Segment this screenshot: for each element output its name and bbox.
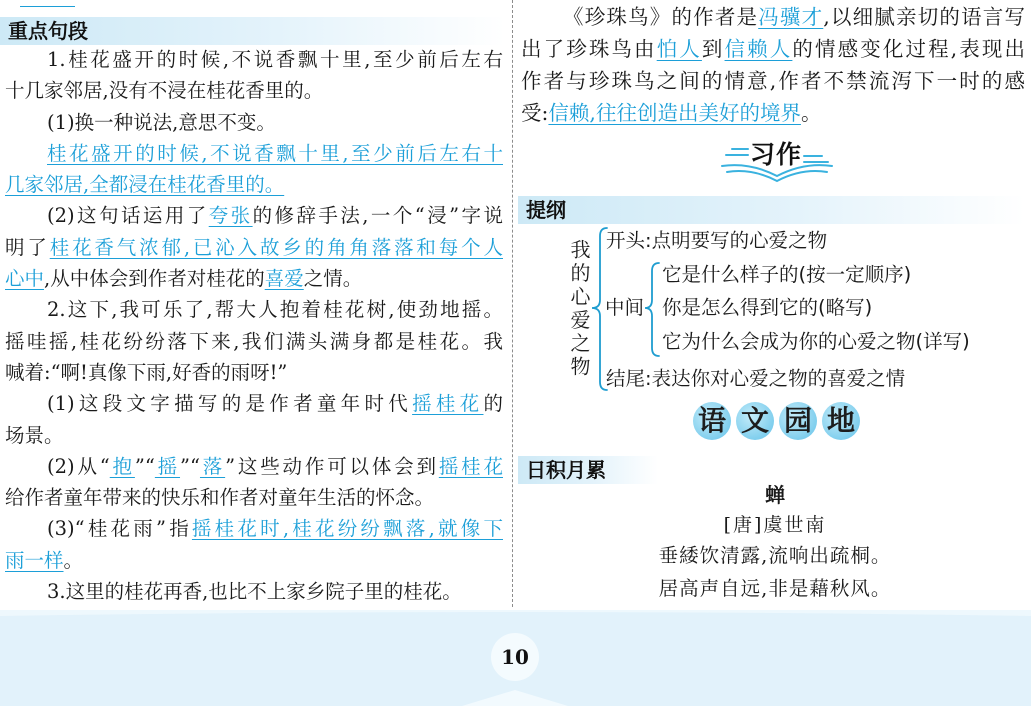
- answer-text: 摇桂花: [412, 392, 484, 416]
- question-text: 的: [483, 392, 503, 416]
- summary-line: [521, 1, 1025, 33]
- poem-author: [唐]虞世南: [723, 514, 827, 536]
- question-line: [5, 513, 503, 544]
- question-text: 场景。: [5, 423, 64, 447]
- question-text: 的修辞手法,一个“浸”字说: [252, 204, 503, 228]
- question-line: [5, 420, 503, 451]
- answer-text: 雨一样: [5, 548, 64, 572]
- answer-text: 喜爱: [264, 267, 304, 291]
- question-line: [5, 482, 503, 513]
- question-text: ”这些动作可以体会到: [225, 454, 439, 478]
- reading-summary: [521, 1, 1025, 129]
- passage-line: [5, 294, 503, 325]
- answer-text: 信赖,往往创造出美好的境界: [548, 101, 801, 125]
- garden-title-char: 地: [822, 402, 860, 440]
- outline-middle-item: 它是什么样子的(按一定顺序): [662, 263, 912, 286]
- passage-line: [5, 44, 503, 75]
- outline-subject: 我的心爱之物: [567, 239, 591, 380]
- question-text: 明了: [5, 235, 50, 259]
- clipped-answer-underline: [20, 0, 75, 7]
- question-text: (2)从“: [47, 454, 110, 478]
- outline-opening: 开头:点明要写的心爱之物: [606, 229, 828, 252]
- answer-text: 摇桂花: [438, 454, 503, 478]
- summary-text: 《珍珠鸟》的作者是: [563, 5, 759, 29]
- key-passages: [5, 44, 503, 607]
- question-text: ,从中体会到作者对桂花的: [44, 267, 265, 291]
- garden-title-char: 园: [779, 402, 817, 440]
- question-text: 给作者童年带来的快乐和作者对童年生活的怀念。: [5, 486, 435, 510]
- summary-text: 作者与珍珠鸟之间的情意,作者不禁流泻下一时的感: [521, 69, 1025, 93]
- section-heading-key-passages: 重点句段: [0, 17, 505, 45]
- section-heading-accumulation: 日积月累: [518, 456, 658, 484]
- poem-title: 蝉: [765, 483, 785, 507]
- passage-line: [5, 357, 503, 388]
- answer-text: 怕人: [656, 37, 702, 61]
- chinese-garden-title: [693, 402, 865, 440]
- column-divider: [512, 0, 513, 607]
- passage-line: [5, 75, 503, 106]
- section-heading-outline: 提纲: [518, 196, 1025, 224]
- question-line: [5, 263, 503, 294]
- answer-text: 信赖人: [724, 37, 793, 61]
- outline-middle-item: 你是怎么得到它的(略写): [662, 296, 873, 319]
- summary-text: 到: [701, 37, 725, 61]
- passage-text: 3.这里的桂花再香,也比不上家乡院子里的桂花。: [47, 580, 462, 604]
- question-text: ”“: [134, 454, 155, 478]
- summary-text: 受:: [521, 101, 549, 125]
- outline-ending: 结尾:表达你对心爱之物的喜爱之情: [606, 367, 906, 390]
- answer-line: [5, 138, 503, 169]
- summary-text: ,以细腻亲切的语言写: [823, 5, 1025, 29]
- passage-text: 1.桂花盛开的时候,不说香飘十里,至少前后左右: [47, 48, 503, 71]
- passage-text: 喊着:“啊!真像下雨,好香的雨呀!”: [5, 360, 288, 384]
- answer-text: 桂花香气浓郁,已沁入故乡的角角落落和每个人: [49, 235, 503, 259]
- summary-text: 的情感变化过程,表现出: [792, 37, 1025, 61]
- summary-line: [521, 97, 1025, 129]
- question-text: (2)这句话运用了: [47, 204, 209, 228]
- passage-line: [5, 326, 503, 357]
- question-line: [5, 451, 503, 482]
- question-text: (1)这段文字描写的是作者童年时代: [47, 392, 413, 416]
- answer-text: 抱: [109, 454, 135, 478]
- poem-line: 垂緌饮清露,流响出疏桐。: [658, 544, 892, 567]
- summary-line: [521, 33, 1025, 65]
- question-text: ”“: [180, 454, 200, 478]
- passage-text: 2.这下,我可乐了,帮大人抱着桂花树,使劲地摇。: [47, 298, 503, 322]
- summary-text: 。: [800, 101, 822, 125]
- answer-text: 落: [199, 454, 226, 478]
- question-text: (1)换一种说法,意思不变。: [47, 110, 276, 134]
- page-number: 10: [501, 645, 529, 669]
- garden-title-char: 语: [693, 402, 731, 440]
- answer-text: 桂花盛开的时候,不说香飘十里,至少前后左右十: [47, 141, 503, 165]
- passage-text: 十几家邻居,没有不浸在桂花香里的。: [5, 79, 324, 103]
- summary-text: 出了珍珠鸟由: [521, 37, 657, 61]
- writing-title: 习作: [750, 140, 803, 169]
- answer-text: 夸张: [208, 204, 253, 228]
- answer-line: [5, 169, 503, 200]
- answer-text: 摇: [154, 454, 181, 478]
- answer-text: 摇桂花时,桂花纷纷飘落,就像下: [191, 517, 503, 541]
- answer-text: 心中: [5, 267, 45, 291]
- question-text: (3)“桂花雨”指: [47, 517, 192, 541]
- question-line: [5, 107, 503, 138]
- passage-text: 摇哇摇,桂花纷纷落下来,我们满头满身都是桂花。我: [5, 329, 503, 353]
- answer-text: 冯骥才: [758, 5, 824, 29]
- answer-line: [5, 545, 503, 576]
- outline-middle-item: 它为什么会成为你的心爱之物(详写): [662, 330, 970, 353]
- outline-middle-label: 中间: [605, 296, 645, 319]
- question-text: 。: [63, 548, 84, 572]
- passage-line: [5, 576, 503, 607]
- question-line: [5, 200, 503, 231]
- garden-title-char: 文: [736, 402, 774, 440]
- question-line: [5, 232, 503, 263]
- summary-line: [521, 65, 1025, 97]
- question-text: 之情。: [303, 267, 363, 291]
- answer-text: 几家邻居,全都浸在桂花香里的。: [5, 173, 285, 197]
- poem-line: 居高声自远,非是藉秋风。: [658, 577, 892, 600]
- question-line: [5, 388, 503, 419]
